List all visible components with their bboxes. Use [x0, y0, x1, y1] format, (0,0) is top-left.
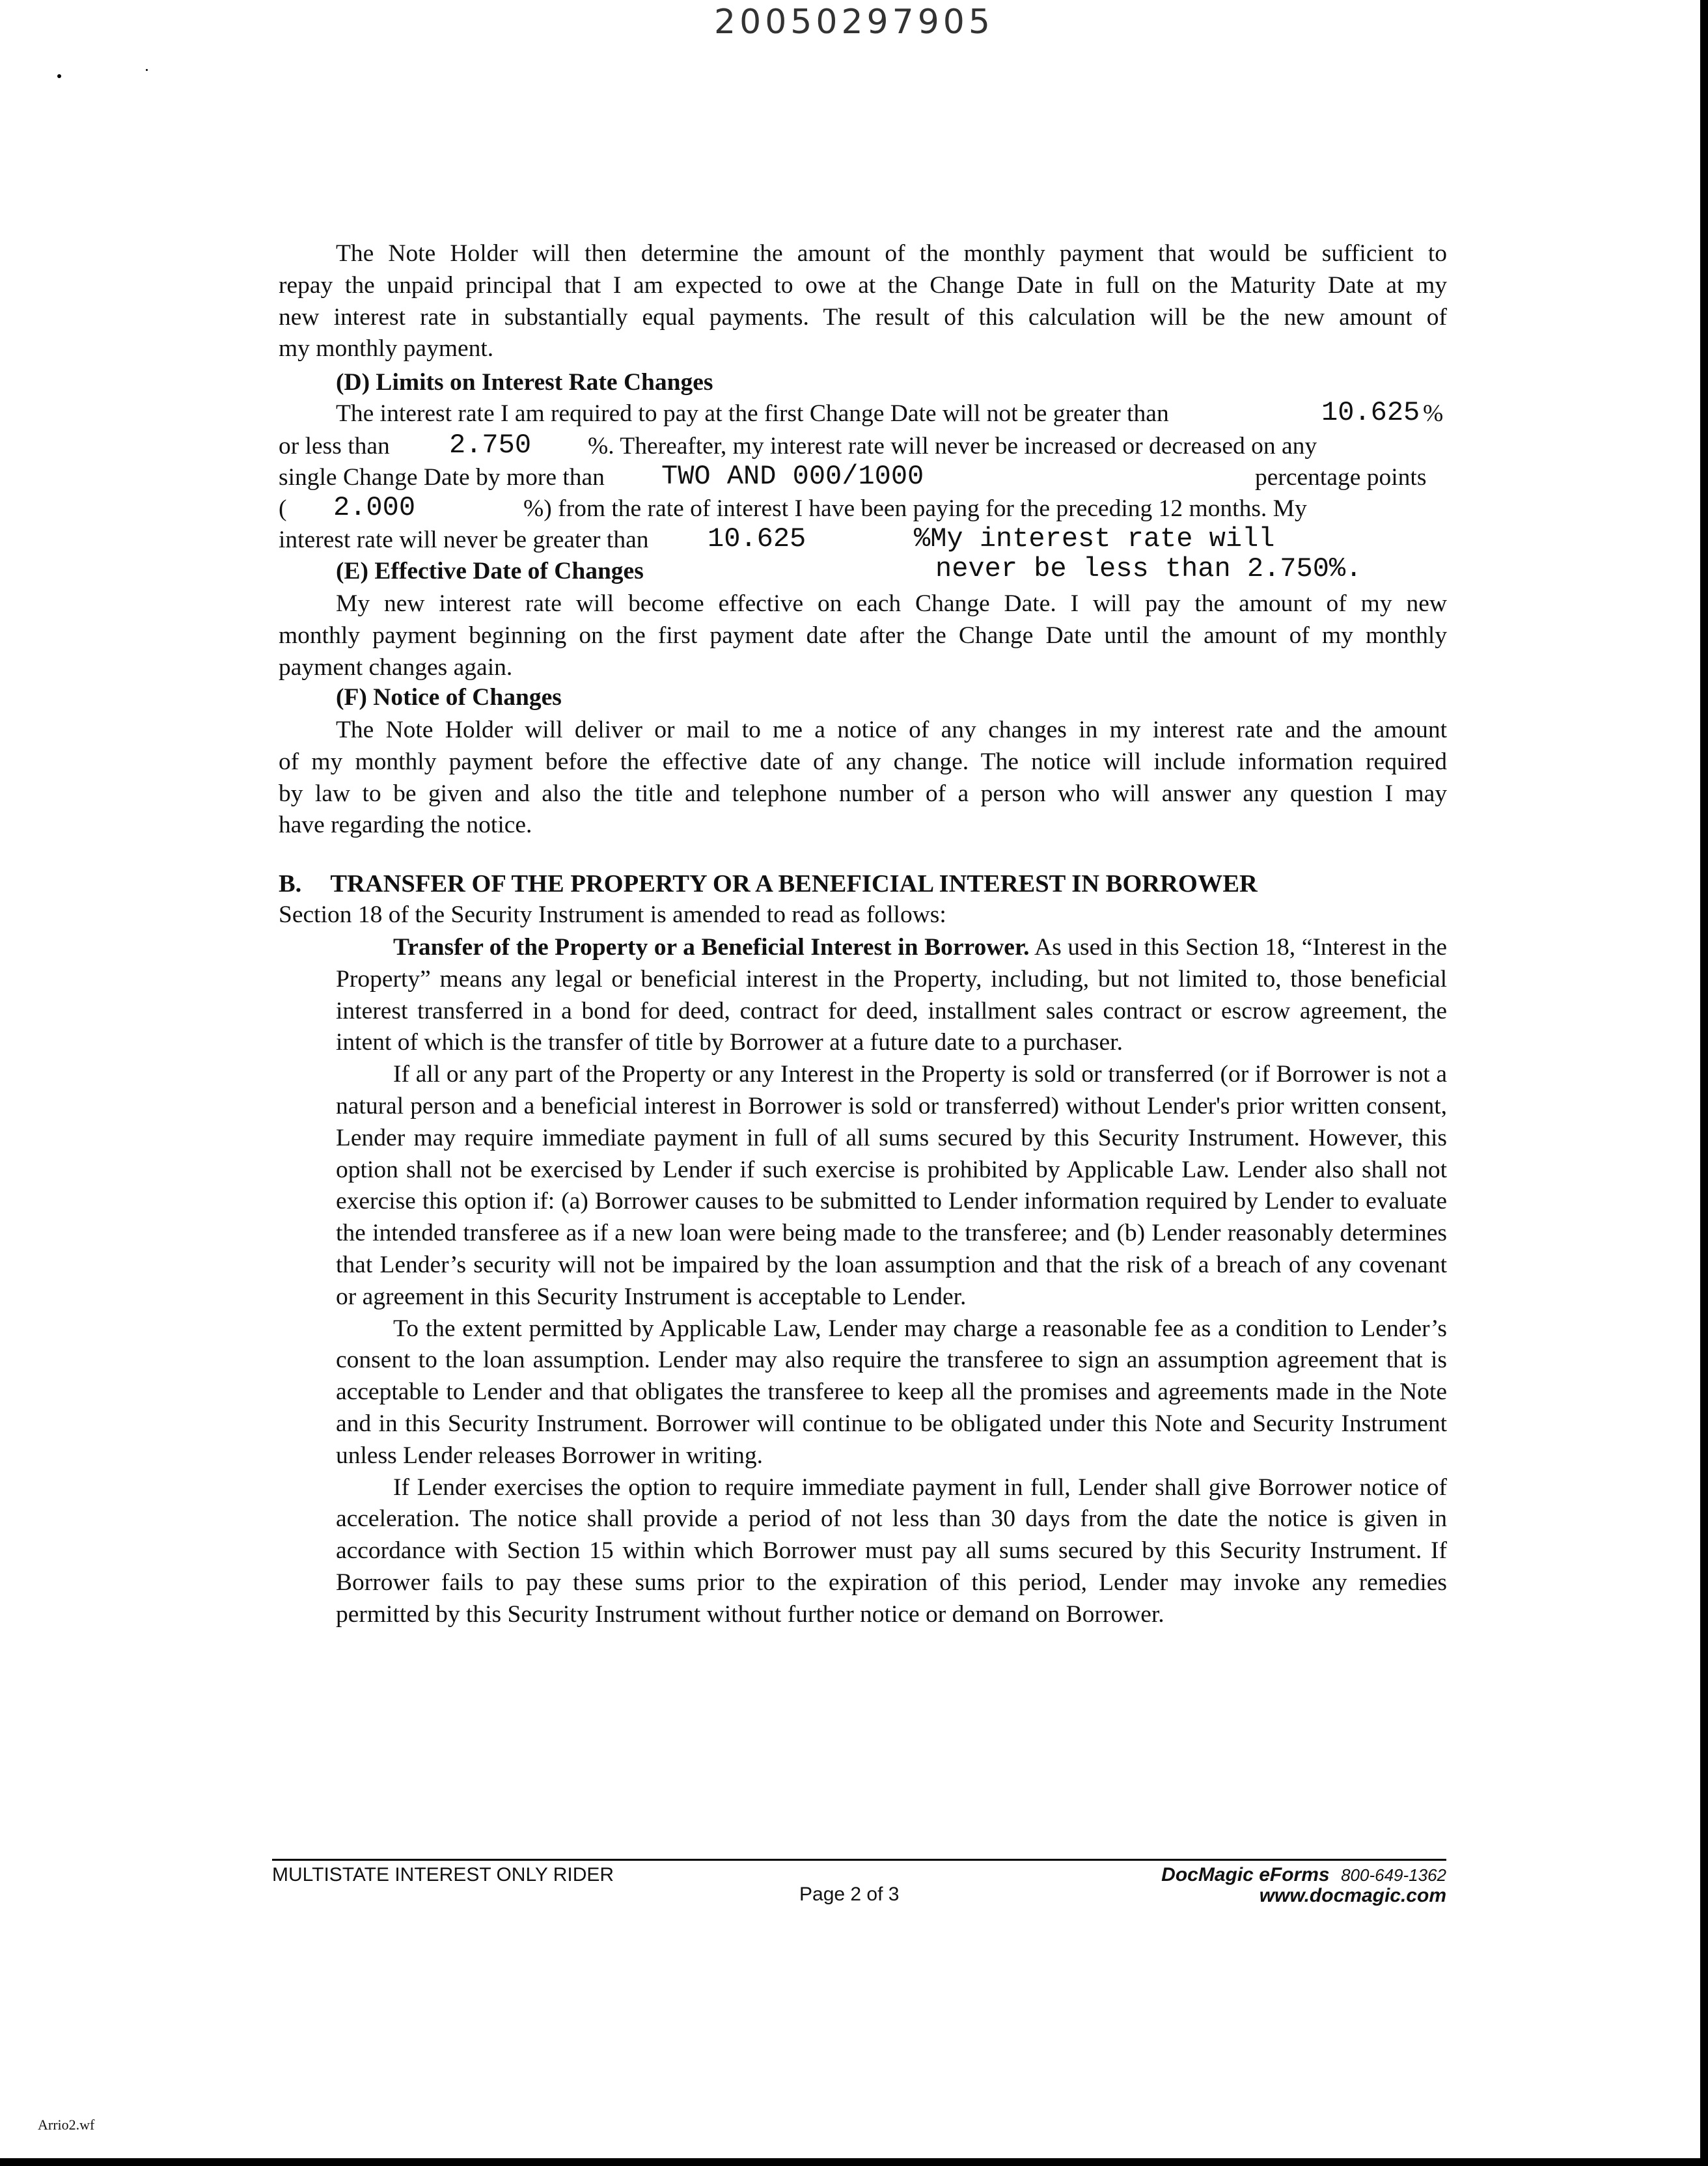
footer-page-label: Page 2 of 3: [799, 1884, 900, 1905]
lifetime-max-rate: 10.625: [708, 523, 806, 555]
percent-sign: %: [1423, 400, 1444, 427]
footer-rule: [272, 1859, 1446, 1861]
paren-open: (: [279, 495, 287, 522]
clause-notice-of-acceleration: If Lender exercises the option to require immediate payment in full, Lender shall give Borrower notice of acceleration. The notice shall provide a period of not less than 30 days from the date the notice is given in accordance with Section 15 within which Borrower must pay all sums secured by this Security Instrument. If Borrower fails to pay these sums prior to the expiration of this period, Lender may invoke any remedies permitted by this Security Instrument without further notice or demand on Borrower.: [336, 1474, 1447, 1628]
para-notice-of-changes: The Note Holder will deliver or mail to me a notice of any changes in my interest rate and the amount of my monthly payment before the effective date of any change. The notice will include information required by law to be given and also the title and telephone number of a person who will answer any question I may have regarding the notice.: [279, 717, 1447, 839]
percentage-points-number: 2.000: [333, 492, 416, 523]
clause-acceleration-right: If all or any part of the Property or any Interest in the Property is sold or transferred (or if Borrower is not a natural person and a beneficial interest in Borrower is sold or transferred) without Lender's prior written consent, Lender may require immediate payment in full of all sums secured by this Security Instrument. However, this option shall not be exercised by Lender if such exercise is prohibited by Applicable Law. Lender also shall not exercise this option if: (a) Borrower causes to be submitted to Lender information required by Lender to evaluate the intended transferee as if a new loan were being made to the transferee; and (b) Lender reasonably determines that Lender’s security will not be impaired by the loan assumption and that the risk of a breach of any covenant or agreement in this Security Instrument is acceptable to Lender.: [336, 1061, 1447, 1310]
typed-floor-clause-line-2: never be less than 2.750%.: [935, 553, 1362, 584]
first-change-min-rate: 2.750: [449, 430, 532, 461]
para-effective-date: My new interest rate will become effective on each Change Date. I will pay the amount of my new monthly payment beginning on the first payment date after the Change Date until the amount of my monthly payment changes again.: [279, 590, 1447, 681]
section-b-heading: B. TRANSFER OF THE PROPERTY OR A BENEFICIAL INTEREST IN BORROWER: [279, 870, 1258, 898]
document-number: 20050297905: [714, 3, 994, 42]
footer-website: www.docmagic.com: [1259, 1885, 1446, 1906]
footer-phone: 800-649-1362: [1341, 1865, 1446, 1885]
footer-form-code: Arrio2.wf: [38, 2117, 95, 2133]
para-note-holder-calc: The Note Holder will then determine the amount of the monthly payment that would be sufficient to repay the unpaid principal that I am expected to owe at the Change Date in full on the Maturity Date at my new interest rate in substantially equal payments. The result of this calculation will be the new amount of my monthly payment.: [279, 240, 1447, 363]
limits-line-3-prefix: single Change Date by more than: [279, 464, 605, 491]
docmagic-logo: DocMagic eForms: [1161, 1864, 1330, 1885]
heading-limits-rate-changes: (D) Limits on Interest Rate Changes: [336, 369, 713, 396]
footer-brand-block: [1161, 1864, 1446, 1886]
heading-effective-date: (E) Effective Date of Changes: [336, 558, 644, 584]
first-change-max-rate: 10.625: [1321, 397, 1420, 428]
typed-floor-clause-line-1: %My interest rate will: [914, 523, 1275, 555]
heading-notice-of-changes: (F) Notice of Changes: [336, 684, 562, 711]
section-b-intro: Section 18 of the Security Instrument is amended to read as follows:: [279, 901, 946, 928]
clause-assumption-fee: To the extent permitted by Applicable Law, Lender may charge a reasonable fee as a condition to Lender’s consent to the loan assumption. Lender may also require the transferee to sign an assumption agreement that is acceptable to Lender and that obligates the transferee to keep all the promises and agreements made in the Note and in this Security Instrument. Borrower will continue to be obligated under this Note and Security Instrument unless Lender releases Borrower in writing.: [336, 1315, 1447, 1469]
clause-transfer-definition: Transfer of the Property or a Beneficial Interest in Borrower. As used in this Section 18, “Interest in the Property” means any legal or beneficial interest in the Property, including, but not limited to, those beneficial interest transferred in a bond for deed, contract for deed, installment sales contract or escrow agreement, the intent of which is the transfer of title by Borrower at a future date to a purchaser.: [336, 934, 1447, 1056]
footer-form-title: MULTISTATE INTEREST ONLY RIDER: [272, 1864, 614, 1885]
scan-speck: [146, 69, 148, 71]
limits-line-4-suffix: %) from the rate of interest I have been paying for the preceding 12 months. My: [523, 495, 1307, 522]
limits-line-5-prefix: interest rate will never be greater than: [279, 527, 649, 553]
section-b-clauses: [336, 932, 1447, 1631]
percentage-points-words: TWO AND 000/1000: [661, 461, 924, 492]
limits-line-2-prefix: or less than: [279, 433, 390, 459]
limits-line-1: The interest rate I am required to pay at the first Change Date will not be greater than: [336, 400, 1169, 427]
scan-speck: [57, 74, 61, 78]
limits-line-2-suffix: %. Thereafter, my interest rate will never be increased or decreased on any: [588, 433, 1317, 459]
scan-border-right: [1700, 0, 1708, 2166]
scan-border-bottom: [0, 2158, 1708, 2166]
limits-line-3-suffix: percentage points: [1255, 464, 1427, 491]
